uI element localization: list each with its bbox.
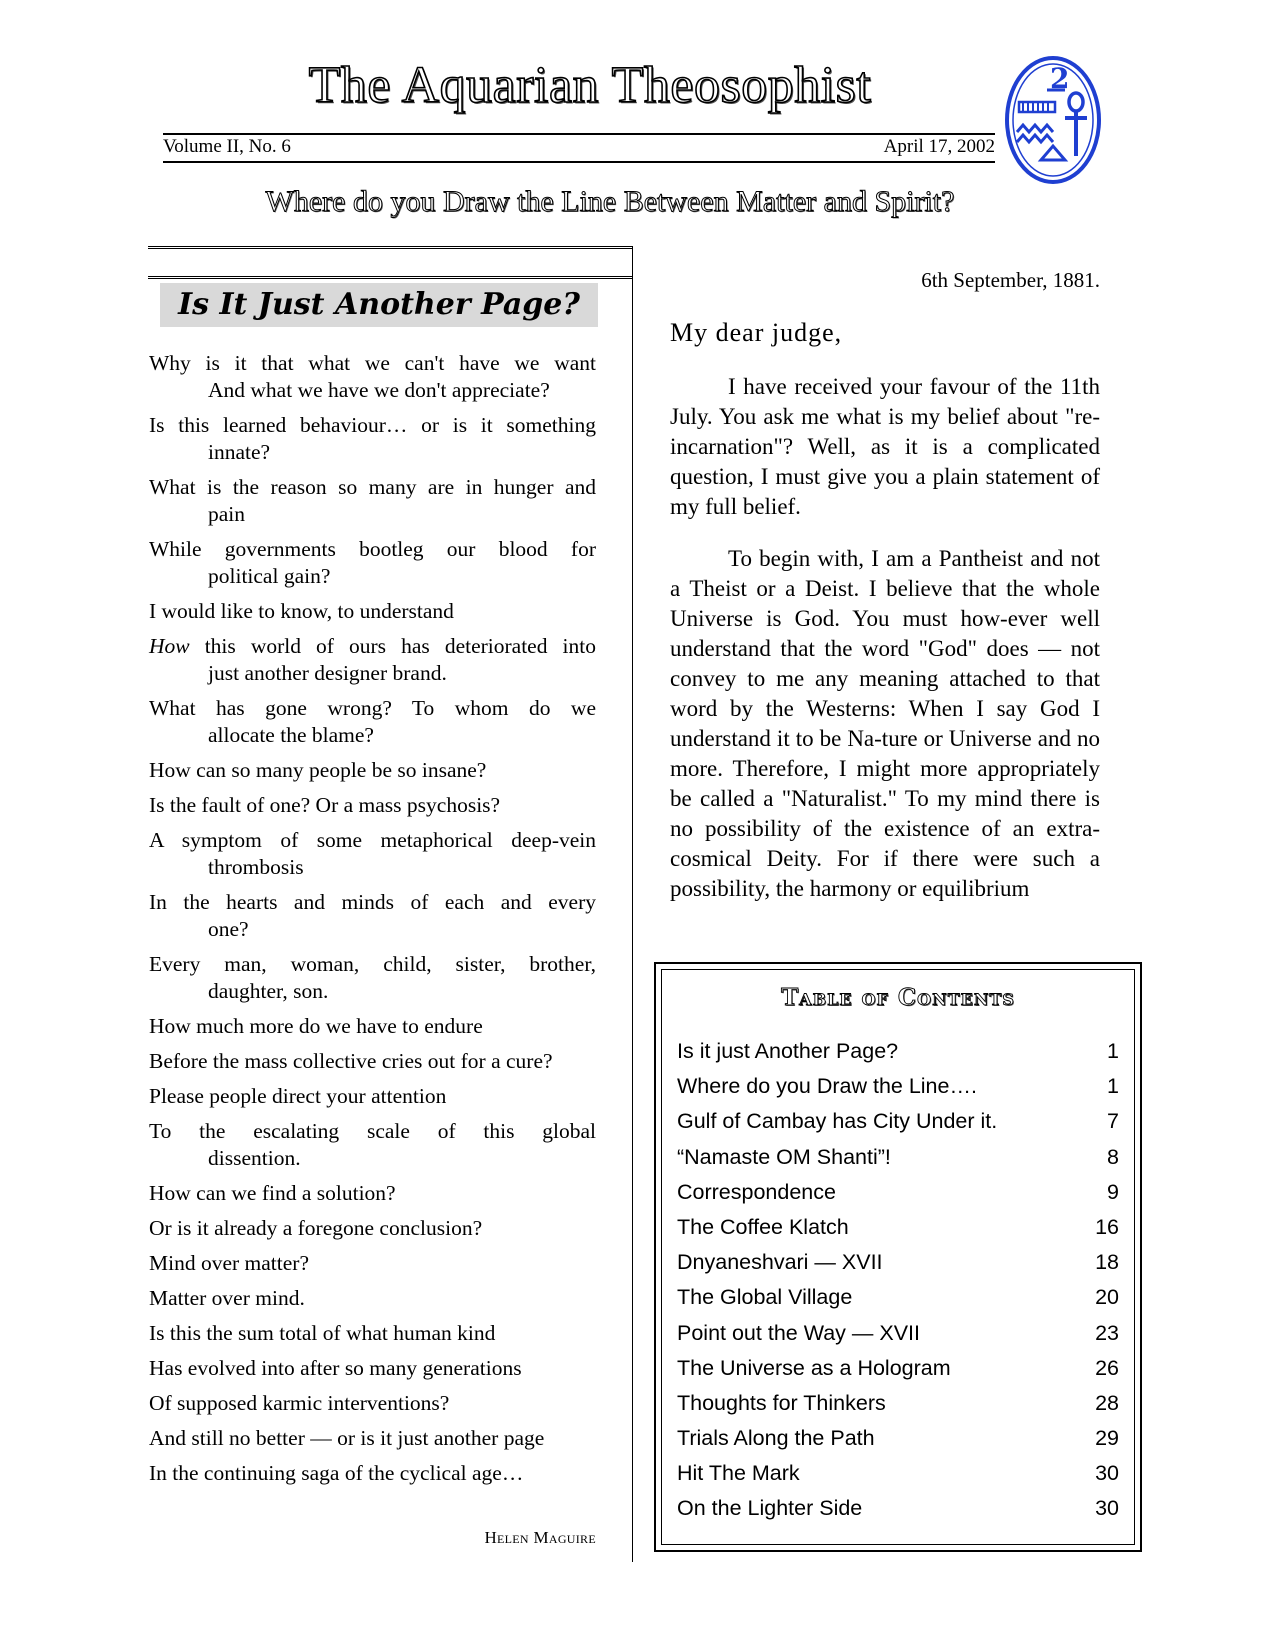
table-of-contents-frame xyxy=(661,969,1135,1545)
toc-entry[interactable] xyxy=(677,1210,1119,1245)
poem-line: In the continuing saga of the cyclical age… xyxy=(149,1461,524,1485)
poem-body xyxy=(149,350,596,1495)
poem-line-continuation: thrombosis xyxy=(208,855,304,879)
column-rule xyxy=(148,276,633,279)
toc-entry-page: 18 xyxy=(1095,1250,1119,1275)
poem-stanza xyxy=(149,695,596,749)
svg-text:2: 2 xyxy=(1050,62,1070,95)
toc-entry-page: 8 xyxy=(1107,1144,1119,1169)
volume-number: Volume II, No. 6 xyxy=(163,136,291,157)
poem-stanza xyxy=(149,1285,596,1312)
toc-entry-title: On the Lighter Side xyxy=(677,1496,863,1521)
poem-line-text: this world of ours has deteriorated into xyxy=(189,634,596,658)
poem-line: And still no better — or is it just another page xyxy=(149,1426,545,1450)
poem-line: Of supposed karmic interventions? xyxy=(149,1391,450,1415)
issue-date: April 17, 2002 xyxy=(883,136,995,157)
poem-stanza xyxy=(149,1390,596,1417)
toc-entry-page: 9 xyxy=(1107,1179,1119,1204)
poem-line: Every man, woman, child, sister, brother, xyxy=(149,952,596,976)
toc-entry[interactable] xyxy=(677,1386,1119,1421)
poem-stanza xyxy=(149,1355,596,1382)
toc-entry[interactable] xyxy=(677,1069,1119,1104)
poem-line: What is the reason so many are in hunger and xyxy=(149,475,596,499)
toc-entry[interactable] xyxy=(677,1175,1119,1210)
toc-entry[interactable] xyxy=(677,1491,1119,1526)
poem-line: A symptom of some metaphorical deep-vein xyxy=(149,828,596,852)
toc-entry-page: 30 xyxy=(1095,1461,1119,1486)
ankh-seal-logo xyxy=(1003,54,1103,186)
toc-entry-title: Is it just Another Page? xyxy=(677,1039,899,1063)
letter-paragraph: I have received your favour of the 11th July. You ask me what is my belief about "re-incarnation"? Well, as it is a complicated question, I must give you a plain statement of my full belief. xyxy=(670,374,1100,519)
toc-entry[interactable] xyxy=(677,1456,1119,1491)
poem-line-continuation: political gain? xyxy=(208,564,331,588)
table-of-contents xyxy=(654,962,1142,1552)
poem-stanza xyxy=(149,792,596,819)
poem-line-continuation: pain xyxy=(208,502,246,526)
poem-line: How can we find a solution? xyxy=(149,1181,396,1205)
poem-line: Is this the sum total of what human kind xyxy=(149,1321,496,1345)
poem-stanza xyxy=(149,1250,596,1277)
poem-line: Please people direct your attention xyxy=(149,1084,447,1108)
poem-line: Is this learned behaviour… or is it something xyxy=(149,413,596,437)
poem-stanza xyxy=(149,1083,596,1110)
toc-entry[interactable] xyxy=(677,1421,1119,1456)
poem-line: Or is it already a foregone conclusion? xyxy=(149,1216,483,1240)
toc-entry-title: Point out the Way — XVII xyxy=(677,1320,920,1345)
poem-line-continuation: just another designer brand. xyxy=(208,661,447,685)
toc-entry-page: 16 xyxy=(1095,1214,1119,1239)
issue-info-bar xyxy=(163,133,995,163)
poem-line: Mind over matter? xyxy=(149,1251,310,1275)
poem-line-continuation: innate? xyxy=(208,440,271,464)
toc-entry-page: 20 xyxy=(1095,1285,1119,1310)
poem-stanza xyxy=(149,633,596,687)
toc-entry-page: 30 xyxy=(1095,1496,1119,1521)
poem-line-continuation: allocate the blame? xyxy=(208,723,374,747)
poem-stanza xyxy=(149,889,596,943)
toc-entry-title: The Coffee Klatch xyxy=(677,1214,849,1239)
poem-line-continuation: And what we have we don't appreciate? xyxy=(208,378,550,402)
toc-entry-page: 26 xyxy=(1095,1355,1119,1380)
toc-entry[interactable] xyxy=(677,1351,1119,1386)
toc-entry-title: The Global Village xyxy=(677,1285,853,1310)
toc-entry-title: Gulf of Cambay has City Under it. xyxy=(677,1109,998,1134)
poem-stanza xyxy=(149,474,596,528)
feature-headline: Where do you Draw the Line Between Matter and Spirit? xyxy=(265,185,955,218)
toc-entry-title: Where do you Draw the Line…. xyxy=(677,1074,977,1099)
toc-entry[interactable] xyxy=(677,1034,1119,1069)
poem-line: How can so many people be so insane? xyxy=(149,758,487,782)
poem-line-continuation: daughter, son. xyxy=(208,979,329,1003)
poem-stanza xyxy=(149,1425,596,1452)
toc-entry[interactable] xyxy=(677,1104,1119,1139)
poem-line: Matter over mind. xyxy=(149,1286,305,1310)
toc-entry-page: 1 xyxy=(1107,1039,1119,1063)
poem-stanza xyxy=(149,951,596,1005)
toc-entry[interactable] xyxy=(677,1245,1119,1280)
poem-line: Why is it that what we can't have we want xyxy=(149,351,596,375)
poem-stanza xyxy=(149,1118,596,1172)
poem-stanza xyxy=(149,412,596,466)
poem-line: What has gone wrong? To whom do we xyxy=(149,696,596,720)
poem-line xyxy=(149,633,596,660)
poem-stanza xyxy=(149,350,596,404)
poem-stanza xyxy=(149,536,596,590)
letter-date: 6th September, 1881. xyxy=(921,268,1100,292)
toc-entry-page: 28 xyxy=(1095,1390,1119,1415)
poem-stanza xyxy=(149,1048,596,1075)
poem-line: In the hearts and minds of each and every xyxy=(149,890,596,914)
toc-entry-title: The Universe as a Hologram xyxy=(677,1355,951,1380)
poem-stanza xyxy=(149,757,596,784)
toc-entry-page: 23 xyxy=(1095,1320,1119,1345)
toc-entry-title: Hit The Mark xyxy=(677,1461,800,1486)
poem-line: Has evolved into after so many generations xyxy=(149,1356,522,1380)
poem-line: How much more do we have to endure xyxy=(149,1014,483,1038)
letter-body xyxy=(670,372,1100,926)
poem-title: Is It Just Another Page? xyxy=(178,287,580,322)
poem-author: Helen Maguire xyxy=(484,1528,596,1547)
toc-entry-page: 1 xyxy=(1107,1074,1119,1099)
toc-entry[interactable] xyxy=(677,1280,1119,1315)
poem-stanza xyxy=(149,827,596,881)
toc-entry-page: 29 xyxy=(1095,1426,1119,1451)
poem-line-continuation: dissention. xyxy=(208,1146,301,1170)
column-divider xyxy=(632,246,633,1562)
poem-stanza xyxy=(149,1180,596,1207)
poem-line-continuation: one? xyxy=(208,917,249,941)
poem-line: While governments bootleg our blood for xyxy=(149,537,596,561)
toc-entry-title: Correspondence xyxy=(677,1179,836,1204)
poem-stanza xyxy=(149,1013,596,1040)
toc-entry-title: Thoughts for Thinkers xyxy=(677,1390,886,1415)
toc-entry-title: Dnyaneshvari — XVII xyxy=(677,1250,883,1275)
poem-line: Before the mass collective cries out for a cure? xyxy=(149,1049,553,1073)
poem-title-banner xyxy=(160,283,598,327)
letter-paragraph: To begin with, I am a Pantheist and not a Theist or a Deist. I believe that the whole Universe is God. You must how-ever well understand that the word "God" does — not convey to me any meaning attached to that word by the Westerns: When I say God I understand it to be Na-ture or Universe and no more. Therefore, I might more appropriately be called a "Naturalist." To my mind there is no possibility of the existence of an extra-cosmical Deity. For if there were such a possibility, the harmony or equilibrium xyxy=(670,546,1100,901)
toc-title: Table of Contents xyxy=(781,984,1015,1011)
poem-emphasis: How xyxy=(149,634,190,658)
poem-stanza xyxy=(149,1215,596,1242)
toc-entry[interactable] xyxy=(677,1316,1119,1351)
poem-stanza xyxy=(149,1460,596,1487)
toc-entry-page: 7 xyxy=(1107,1109,1119,1134)
masthead-title: The Aquarian Theosophist xyxy=(308,57,872,114)
poem-line: Is the fault of one? Or a mass psychosis? xyxy=(149,793,501,817)
toc-entry-title: Trials Along the Path xyxy=(677,1426,875,1451)
toc-entry[interactable] xyxy=(677,1140,1119,1175)
column-rule xyxy=(148,246,633,249)
poem-stanza xyxy=(149,1320,596,1347)
letter-salutation: My dear judge, xyxy=(670,318,843,347)
poem-line: I would like to know, to understand xyxy=(149,599,454,623)
toc-entry-title: “Namaste OM Shanti”! xyxy=(677,1144,891,1169)
poem-line: To the escalating scale of this global xyxy=(149,1119,596,1143)
toc-list xyxy=(677,1034,1119,1527)
poem-stanza xyxy=(149,598,596,625)
